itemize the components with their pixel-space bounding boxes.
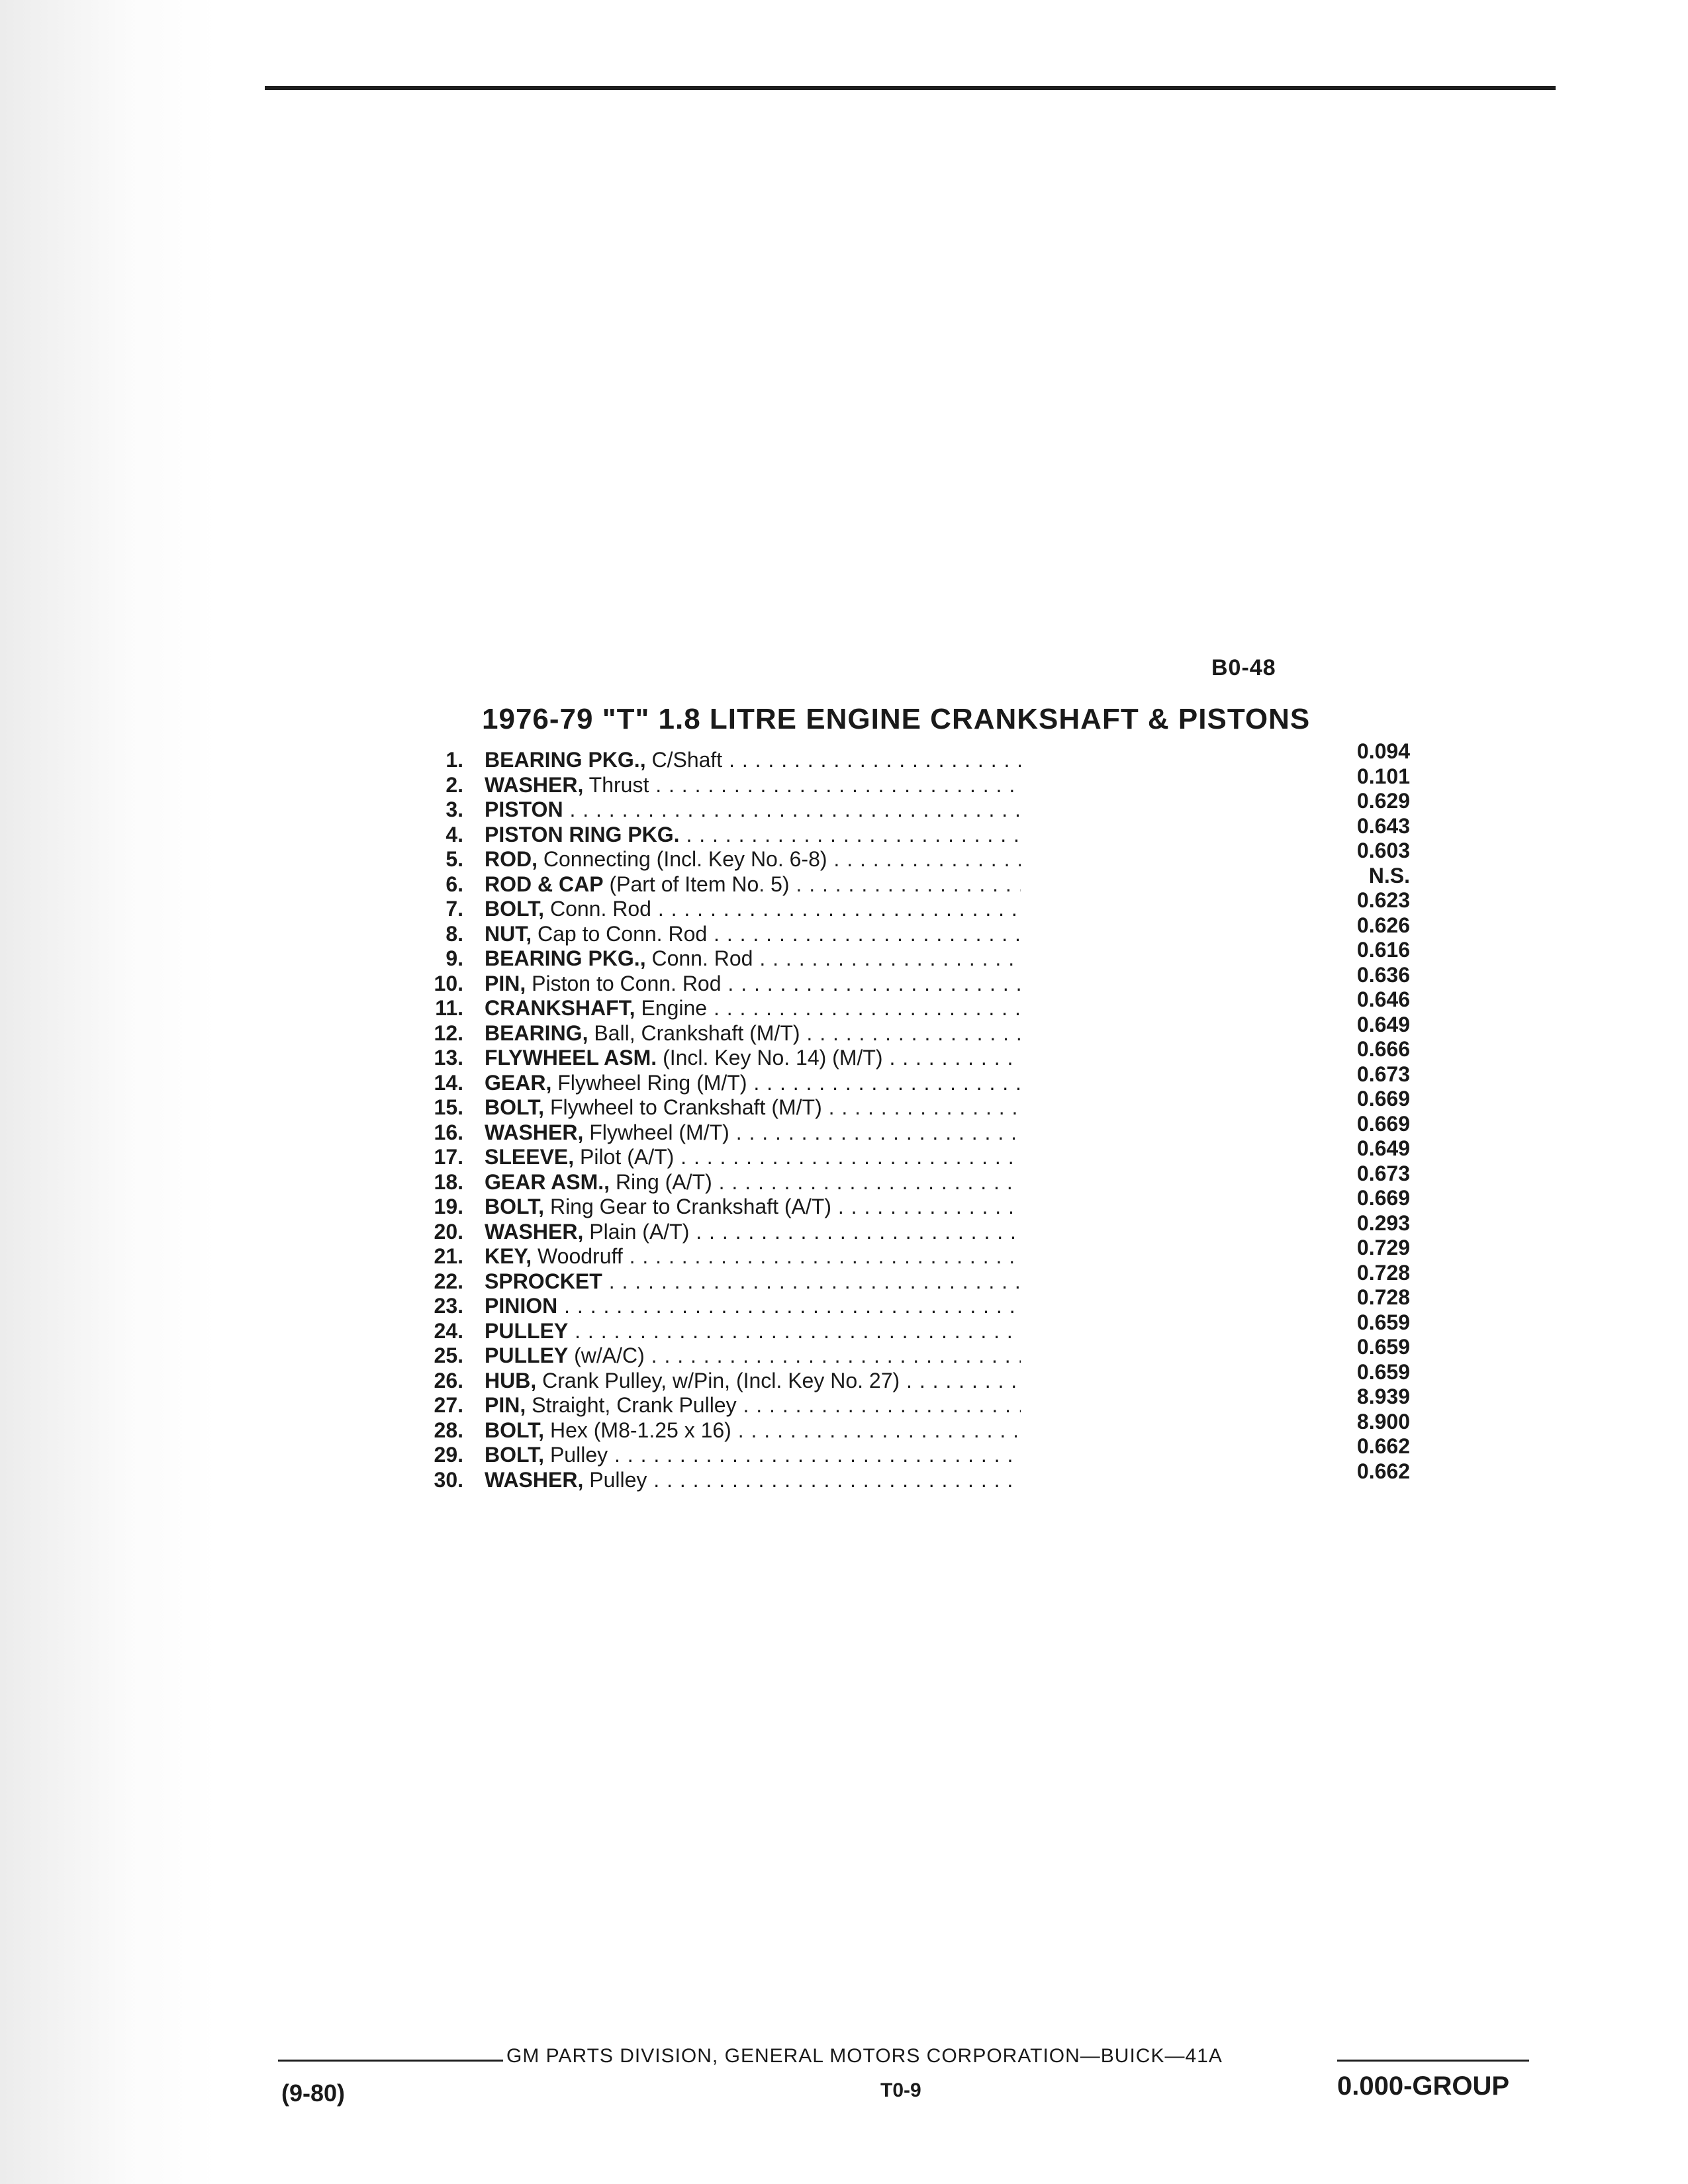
part-row	[410, 1111, 1417, 1146]
part-number: 7.	[445, 897, 463, 921]
part-group-number: 0.616	[1356, 938, 1410, 962]
part-description	[485, 1343, 1021, 1369]
part-detail: Plain (A/T)	[583, 1219, 690, 1244]
part-row	[410, 1285, 1417, 1319]
part-detail: Woodruff	[532, 1244, 623, 1268]
part-group-number: 0.729	[1356, 1236, 1410, 1259]
part-name: PULLEY	[485, 1343, 569, 1367]
part-row	[410, 938, 1417, 972]
part-row	[410, 1260, 1417, 1295]
scan-shadow	[0, 0, 218, 2184]
part-name: PIN,	[485, 971, 526, 995]
part-description	[485, 1071, 1021, 1096]
part-row	[410, 1210, 1417, 1245]
part-group-number: 0.669	[1356, 1111, 1410, 1136]
part-description	[485, 872, 1021, 897]
part-name: GEAR,	[485, 1070, 552, 1095]
part-row	[410, 739, 1417, 773]
part-group-number: 0.673	[1356, 1062, 1410, 1086]
part-detail: Flywheel (M/T)	[583, 1120, 729, 1144]
part-description	[485, 1244, 1021, 1269]
part-row	[410, 813, 1417, 848]
footer-rule-right	[1337, 2060, 1529, 2062]
part-description	[485, 847, 1021, 872]
part-name: BEARING PKG.,	[485, 748, 646, 772]
part-description	[485, 1319, 1021, 1344]
part-number: 13.	[434, 1046, 463, 1069]
part-detail: Hex (M8-1.25 x 16)	[544, 1418, 731, 1442]
part-row	[410, 888, 1417, 922]
part-row	[410, 1434, 1417, 1468]
part-name: SPROCKET	[485, 1269, 602, 1293]
part-row	[410, 1459, 1417, 1493]
part-number: 8.	[445, 921, 463, 946]
parts-list	[410, 739, 1417, 1492]
part-detail: Thrust	[583, 772, 649, 797]
part-row	[410, 962, 1417, 997]
part-name: WASHER,	[485, 1219, 584, 1244]
part-group-number: 8.900	[1356, 1409, 1410, 1433]
footer-rule-left	[278, 2060, 503, 2062]
part-name: KEY,	[485, 1244, 532, 1268]
part-name: BOLT,	[485, 1195, 545, 1218]
part-name: BOLT,	[485, 1095, 545, 1119]
part-name: BEARING PKG.,	[485, 946, 646, 970]
part-number: 3.	[445, 797, 463, 821]
part-row	[410, 1062, 1417, 1096]
part-detail: Pilot (A/T)	[574, 1145, 675, 1169]
part-detail: Straight, Crank Pulley	[526, 1393, 737, 1417]
part-description	[485, 972, 1021, 997]
part-detail: (w/A/C)	[568, 1343, 645, 1367]
part-description	[485, 1021, 1021, 1046]
part-detail: (Part of Item No. 5)	[603, 872, 790, 896]
part-row	[410, 789, 1417, 823]
part-row	[410, 1186, 1417, 1220]
part-name: PIN,	[485, 1393, 526, 1417]
part-description	[485, 797, 1021, 823]
part-row	[410, 913, 1417, 947]
part-detail: Engine	[635, 996, 708, 1020]
part-group-number: 0.094	[1356, 739, 1410, 763]
part-description	[485, 1095, 1021, 1120]
footer-page-number: T0-9	[880, 2079, 921, 2101]
part-group-number: 8.939	[1356, 1385, 1410, 1408]
part-name: PISTON	[485, 797, 563, 821]
part-name: ROD & CAP	[485, 872, 604, 896]
part-description	[485, 1220, 1021, 1245]
part-name: PINION	[485, 1294, 558, 1318]
part-number: 15.	[434, 1095, 463, 1119]
part-detail: Flywheel to Crankshaft (M/T)	[544, 1095, 822, 1119]
part-name: BOLT,	[485, 897, 545, 921]
part-row	[410, 1359, 1417, 1394]
part-number: 18.	[434, 1169, 463, 1194]
part-number: 16.	[434, 1120, 463, 1144]
part-row	[410, 764, 1417, 798]
part-name: SLEEVE,	[485, 1145, 575, 1169]
part-row	[410, 1136, 1417, 1170]
part-name: BOLT,	[485, 1443, 545, 1467]
footer-corporation: GM PARTS DIVISION, GENERAL MOTORS CORPORATION—BUICK—41A	[506, 2045, 1223, 2067]
part-name: NUT,	[485, 921, 532, 946]
part-number: 28.	[434, 1418, 463, 1442]
part-name: CRANKSHAFT,	[485, 996, 635, 1020]
part-row	[410, 1161, 1417, 1195]
part-name: HUB,	[485, 1368, 537, 1392]
page-code: B0-48	[1211, 655, 1276, 680]
part-name: ROD,	[485, 847, 538, 871]
page-title: 1976-79 "T" 1.8 LITRE ENGINE CRANKSHAFT & PISTONS	[482, 703, 1311, 735]
part-number: 29.	[434, 1443, 463, 1467]
part-group-number: 0.626	[1356, 913, 1410, 937]
part-name: WASHER,	[485, 772, 584, 797]
part-row	[410, 1335, 1417, 1369]
part-group-number: 0.669	[1356, 1186, 1410, 1210]
part-description	[485, 1393, 1021, 1418]
part-group-number: 0.293	[1356, 1210, 1410, 1235]
part-name: WASHER,	[485, 1120, 584, 1144]
part-number: 4.	[445, 822, 463, 846]
part-group-number: 0.662	[1356, 1434, 1410, 1458]
part-group-number: 0.662	[1356, 1459, 1410, 1483]
part-name: WASHER,	[485, 1467, 584, 1492]
part-description	[485, 823, 1021, 848]
part-detail: Connecting (Incl. Key No. 6-8)	[538, 847, 827, 871]
part-row	[410, 1236, 1417, 1269]
part-number: 5.	[445, 847, 463, 871]
part-group-number: 0.101	[1356, 764, 1410, 788]
part-group-number: 0.728	[1356, 1260, 1410, 1285]
part-group-number: 0.649	[1356, 1012, 1410, 1036]
part-description	[485, 1418, 1021, 1443]
part-number: 26.	[434, 1368, 463, 1392]
part-description	[485, 897, 1021, 922]
part-detail: Conn. Rod	[645, 946, 753, 970]
part-detail: Flywheel Ring (M/T)	[551, 1070, 747, 1095]
part-name: BEARING,	[485, 1021, 588, 1045]
part-number: 30.	[434, 1467, 463, 1492]
part-detail: Ball, Crankshaft (M/T)	[588, 1021, 800, 1045]
part-group-number: N.S.	[1368, 863, 1410, 887]
part-number: 20.	[434, 1219, 463, 1244]
part-number: 17.	[434, 1145, 463, 1169]
part-description	[485, 1369, 1021, 1394]
part-number: 11.	[435, 996, 463, 1020]
part-group-number: 0.646	[1356, 987, 1410, 1011]
part-description	[485, 773, 1021, 798]
part-name: BOLT,	[485, 1418, 545, 1442]
part-row	[410, 1087, 1417, 1120]
part-name: FLYWHEEL ASM.	[485, 1046, 657, 1069]
part-description	[485, 1294, 1021, 1319]
footer-date: (9-80)	[281, 2079, 346, 2107]
part-number: 10.	[434, 971, 463, 995]
part-group-number: 0.629	[1356, 789, 1410, 813]
part-number: 27.	[434, 1393, 463, 1417]
part-row	[410, 987, 1417, 1021]
part-group-number: 0.659	[1356, 1335, 1410, 1359]
part-group-number: 0.659	[1356, 1310, 1410, 1334]
part-number: 2.	[445, 772, 463, 797]
part-name: PULLEY	[485, 1318, 569, 1343]
part-group-number: 0.636	[1356, 962, 1410, 987]
part-number: 23.	[434, 1294, 463, 1318]
part-number: 9.	[445, 946, 463, 970]
part-detail: Pulley	[583, 1467, 647, 1492]
part-description	[485, 1145, 1021, 1170]
part-number: 25.	[434, 1343, 463, 1367]
part-description	[485, 1443, 1021, 1468]
part-detail: Cap to Conn. Rod	[532, 921, 708, 946]
part-row	[410, 1037, 1417, 1071]
part-description	[485, 996, 1021, 1021]
part-detail: Ring (A/T)	[610, 1169, 712, 1194]
part-number: 19.	[434, 1195, 463, 1218]
part-row	[410, 863, 1417, 897]
part-description	[485, 1120, 1021, 1146]
part-description	[485, 1046, 1021, 1071]
part-number: 6.	[445, 872, 463, 896]
part-description	[485, 946, 1021, 972]
part-detail: Crank Pulley, w/Pin, (Incl. Key No. 27)	[536, 1368, 900, 1392]
part-detail: Piston to Conn. Rod	[526, 971, 722, 995]
part-description	[485, 748, 1021, 773]
part-row	[410, 1012, 1417, 1046]
part-group-number: 0.643	[1356, 813, 1410, 838]
part-group-number: 0.603	[1356, 839, 1410, 862]
part-detail: Pulley	[544, 1443, 608, 1467]
footer-group: 0.000-GROUP	[1337, 2071, 1510, 2101]
part-number: 24.	[434, 1318, 463, 1343]
part-row	[410, 1310, 1417, 1344]
part-name: GEAR ASM.,	[485, 1169, 610, 1194]
part-group-number: 0.649	[1356, 1136, 1410, 1160]
part-row	[410, 1385, 1417, 1418]
part-description	[485, 1170, 1021, 1195]
part-group-number: 0.659	[1356, 1359, 1410, 1384]
part-description	[485, 1269, 1021, 1295]
part-detail: Ring Gear to Crankshaft (A/T)	[544, 1195, 831, 1218]
part-number: 22.	[434, 1269, 463, 1293]
part-number: 1.	[445, 748, 463, 772]
part-group-number: 0.666	[1356, 1037, 1410, 1061]
part-detail: (Incl. Key No. 14) (M/T)	[657, 1046, 883, 1069]
part-description	[485, 1468, 1021, 1493]
part-group-number: 0.673	[1356, 1161, 1410, 1185]
part-group-number: 0.623	[1356, 888, 1410, 912]
part-row	[410, 1409, 1417, 1443]
part-group-number: 0.728	[1356, 1285, 1410, 1309]
top-rule	[265, 86, 1556, 90]
part-detail: C/Shaft	[645, 748, 723, 772]
part-number: 14.	[434, 1070, 463, 1095]
part-description	[485, 1195, 1021, 1220]
part-row	[410, 839, 1417, 872]
part-number: 12.	[434, 1021, 463, 1045]
part-description	[485, 922, 1021, 947]
part-name: PISTON RING PKG.	[485, 822, 680, 846]
part-number: 21.	[434, 1244, 463, 1268]
part-detail: Conn. Rod	[544, 897, 651, 921]
part-group-number: 0.669	[1356, 1087, 1410, 1111]
